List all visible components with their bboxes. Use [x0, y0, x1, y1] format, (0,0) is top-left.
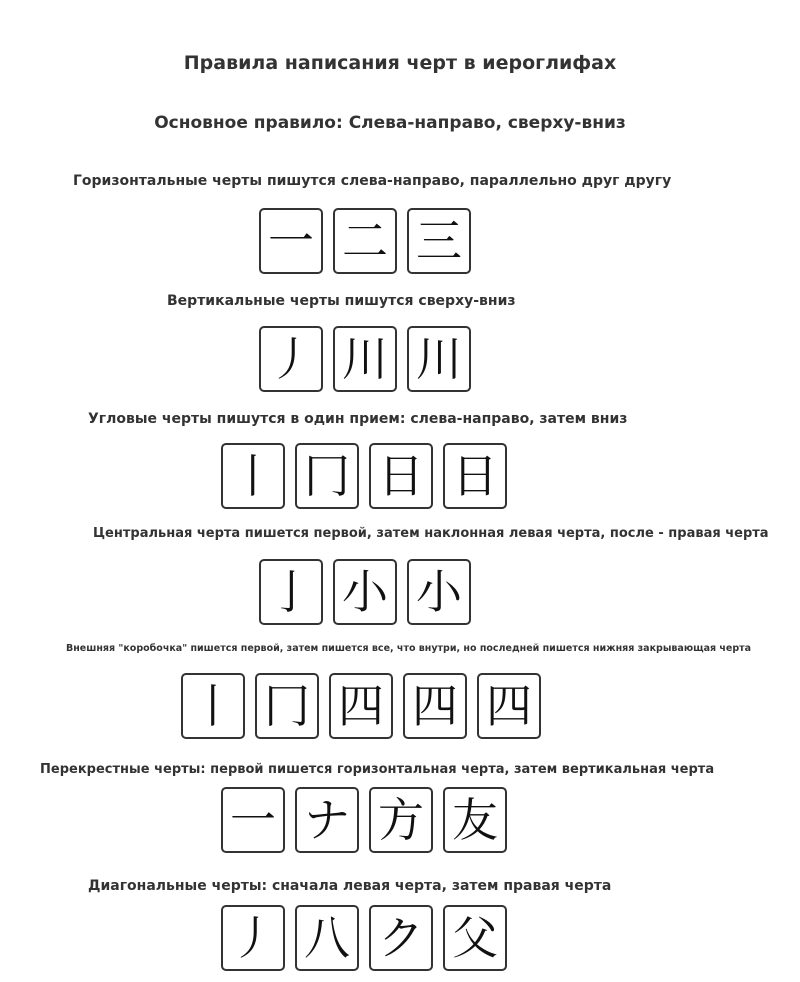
char-box: 二 — [333, 208, 397, 274]
char-box: 小 — [333, 559, 397, 625]
char-box: 四 — [477, 673, 541, 739]
char-box: 丿 — [221, 905, 285, 971]
char-box: 冂 — [295, 443, 359, 509]
char-box: 日 — [443, 443, 507, 509]
char-box: 一 — [259, 208, 323, 274]
char-row-diagonal — [221, 905, 507, 971]
char-box: 丨 — [221, 443, 285, 509]
char-box: 丨 — [181, 673, 245, 739]
char-box: 丿 — [259, 326, 323, 392]
char-box: 友 — [443, 787, 507, 853]
char-row-horizontal — [259, 208, 471, 274]
char-box: 四 — [329, 673, 393, 739]
char-box: ク — [369, 905, 433, 971]
char-box: ナ — [295, 787, 359, 853]
rule-label-central: Центральная черта пишется первой, затем наклонная левая черта, после - правая черта — [93, 526, 769, 541]
char-box: 亅 — [259, 559, 323, 625]
rule-label-diagonal: Диагональные черты: сначала левая черта, затем правая черта — [88, 878, 612, 894]
char-box: 四 — [403, 673, 467, 739]
char-box: 川 — [407, 326, 471, 392]
char-box: 冂 — [255, 673, 319, 739]
char-row-vertical — [259, 326, 471, 392]
main-rule: Основное правило: Слева-направо, сверху-вниз — [154, 113, 626, 133]
page-title: Правила написания черт в иероглифах — [183, 52, 617, 74]
char-box: 一 — [221, 787, 285, 853]
char-box: 八 — [295, 905, 359, 971]
char-box: 方 — [369, 787, 433, 853]
char-box: 川 — [333, 326, 397, 392]
char-row-box — [181, 673, 541, 739]
char-row-angular — [221, 443, 507, 509]
char-row-crossing — [221, 787, 507, 853]
char-box: 小 — [407, 559, 471, 625]
char-row-central — [259, 559, 471, 625]
char-box: 三 — [407, 208, 471, 274]
char-box: 日 — [369, 443, 433, 509]
rule-label-angular: Угловые черты пишутся в один прием: слева-направо, затем вниз — [88, 411, 628, 427]
rule-label-horizontal: Горизонтальные черты пишутся слева-направо, параллельно друг другу — [73, 173, 672, 189]
rule-label-crossing: Перекрестные черты: первой пишется горизонтальная черта, затем вертикальная черта — [40, 762, 715, 777]
rule-label-vertical: Вертикальные черты пишутся сверху-вниз — [167, 293, 516, 309]
rule-label-box: Внешняя "коробочка" пишется первой, затем пишется все, что внутри, но последней пишется нижняя закрывающая черта — [66, 643, 752, 654]
char-box: 父 — [443, 905, 507, 971]
